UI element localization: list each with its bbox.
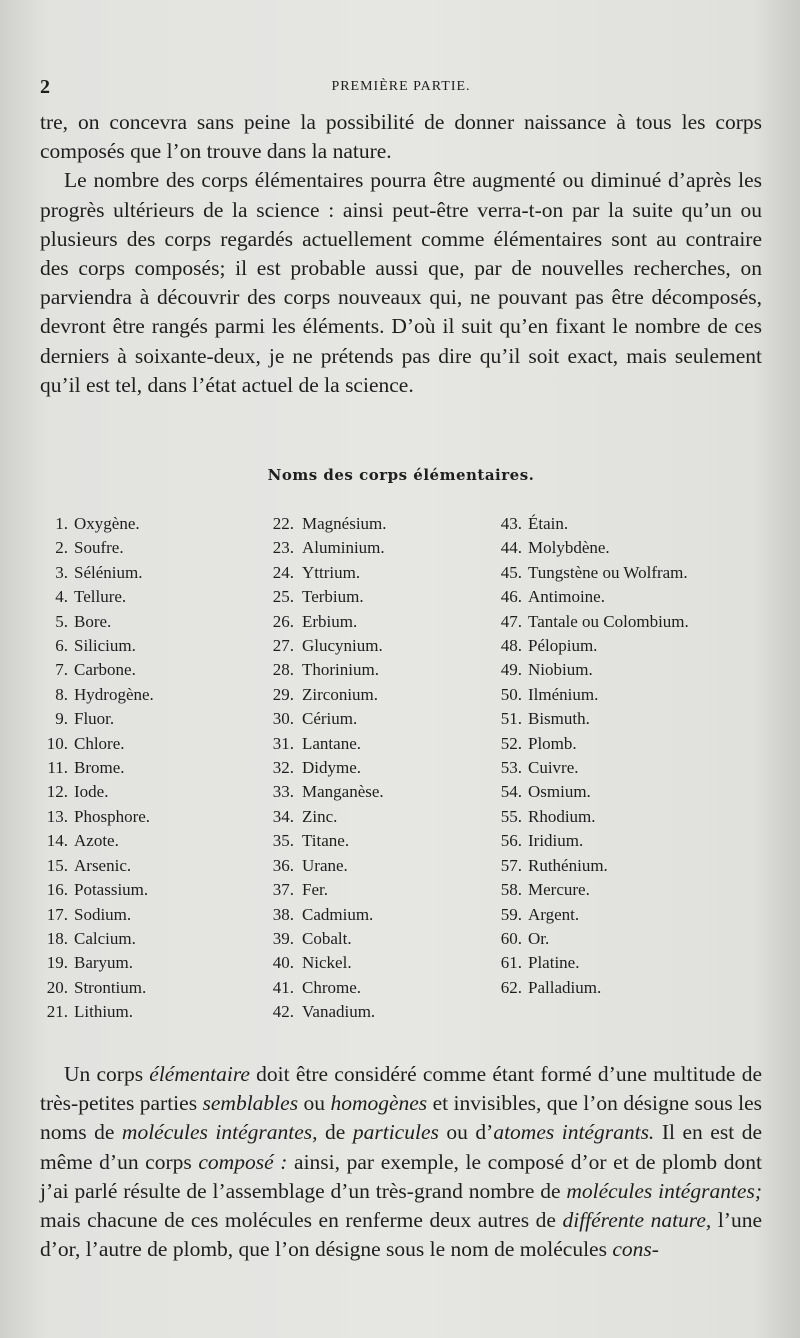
element-number: 30. xyxy=(272,709,294,729)
element-number: 11. xyxy=(47,758,68,778)
element-name: Calcium. xyxy=(74,928,136,948)
element-number: 61. xyxy=(500,953,522,973)
italic-term: différente nature, xyxy=(562,1208,712,1233)
element-number: 59. xyxy=(500,904,522,924)
element-entry xyxy=(266,536,387,560)
element-number: 41. xyxy=(272,977,294,997)
element-name: Brome. xyxy=(74,758,125,778)
element-entry xyxy=(44,829,154,853)
text-run: mais chacune de ces molécules en renferme deux autres de xyxy=(40,1208,563,1233)
element-entry xyxy=(266,658,387,682)
element-entry xyxy=(266,634,387,658)
element-name: Molybdène. xyxy=(528,538,610,558)
element-entry xyxy=(44,927,154,951)
element-entry xyxy=(494,927,689,951)
element-number: 29. xyxy=(272,684,294,704)
elements-column-1 xyxy=(44,512,154,1025)
element-number: 38. xyxy=(272,904,294,924)
element-number: 12. xyxy=(46,782,68,802)
text-run: doit être considéré comme étant formé d’une multitude de très-petites parties xyxy=(40,1062,762,1116)
element-name: Strontium. xyxy=(74,977,147,997)
element-entry xyxy=(494,756,689,780)
element-number: 1. xyxy=(55,514,68,533)
element-entry xyxy=(494,805,689,829)
intro-paragraph-1: tre, on concevra sans peine la possibilité de donner naissance à tous les corps composés que l’on trouve dans la nature. xyxy=(40,110,762,164)
element-number: 21. xyxy=(46,1002,68,1022)
element-entry xyxy=(266,780,387,804)
element-name: Tantale ou Colombium. xyxy=(528,611,689,631)
element-name: Tellure. xyxy=(74,587,127,607)
element-number: 17. xyxy=(46,904,68,924)
element-name: Glucynium. xyxy=(302,636,383,656)
element-name: Silicium. xyxy=(74,636,136,656)
element-entry xyxy=(44,561,154,585)
element-entry xyxy=(44,658,154,682)
element-entry xyxy=(44,805,154,829)
element-entry xyxy=(494,854,689,878)
table-title: Noms des corps élémentaires. xyxy=(267,466,535,484)
italic-term: atomes intégrants. xyxy=(493,1120,655,1145)
element-entry xyxy=(44,780,154,804)
element-name: Thorinium. xyxy=(302,660,379,680)
element-name: Phosphore. xyxy=(74,806,151,826)
element-entry xyxy=(494,683,689,707)
element-entry xyxy=(266,561,387,585)
element-name: Étain. xyxy=(528,514,569,533)
element-name: Zirconium. xyxy=(302,684,379,704)
element-entry xyxy=(494,561,689,585)
element-number: 28. xyxy=(272,660,294,680)
element-number: 24. xyxy=(272,562,294,582)
italic-term: molécules intégrantes, xyxy=(121,1120,318,1145)
element-name: Oxygène. xyxy=(74,514,140,533)
italic-term: semblables xyxy=(202,1091,299,1116)
element-entry xyxy=(266,805,387,829)
element-number: 4. xyxy=(55,587,68,607)
element-name: Mercure. xyxy=(528,880,590,900)
element-name: Rhodium. xyxy=(528,806,596,826)
element-entry xyxy=(494,707,689,731)
text-run: ou xyxy=(298,1091,331,1116)
page-header xyxy=(40,76,762,102)
element-entry xyxy=(44,536,154,560)
element-entry xyxy=(494,512,689,536)
element-name: Aluminium. xyxy=(302,538,385,558)
element-number: 32. xyxy=(272,758,294,778)
element-entry xyxy=(266,927,387,951)
element-name: Magnésium. xyxy=(302,514,387,533)
element-entry xyxy=(44,976,154,1000)
element-entry xyxy=(44,707,154,731)
element-name: Yttrium. xyxy=(302,562,361,582)
elements-column-2 xyxy=(266,512,387,1025)
element-number: 10. xyxy=(46,733,68,753)
element-name: Titane. xyxy=(302,831,350,851)
element-number: 33. xyxy=(272,782,294,802)
element-number: 8. xyxy=(55,684,68,704)
element-name: Sélénium. xyxy=(74,562,143,582)
element-name: Chrome. xyxy=(302,977,362,997)
italic-term: cons- xyxy=(612,1237,659,1262)
element-number: 39. xyxy=(272,928,294,948)
element-name: Platine. xyxy=(528,953,580,973)
element-entry xyxy=(44,512,154,536)
text-run: ou d’ xyxy=(438,1120,494,1145)
element-number: 36. xyxy=(272,855,294,875)
element-number: 18. xyxy=(46,928,68,948)
element-number: 37. xyxy=(272,880,294,900)
element-entry xyxy=(266,707,387,731)
element-name: Baryum. xyxy=(74,953,134,973)
element-name: Chlore. xyxy=(74,733,125,753)
element-number: 6. xyxy=(55,636,68,656)
element-entry xyxy=(494,878,689,902)
element-entry xyxy=(266,903,387,927)
element-entry xyxy=(494,951,689,975)
element-name: Fer. xyxy=(302,880,328,900)
element-name: Cobalt. xyxy=(302,928,352,948)
element-number: 26. xyxy=(272,611,294,631)
element-number: 15. xyxy=(46,855,68,875)
element-entry xyxy=(494,658,689,682)
element-number: 55. xyxy=(500,806,522,826)
text-run: ainsi, par exemple, le composé d’or et de plomb dont j’ai parlé résulte de l’assemblage d’un très-grand nombre de xyxy=(40,1149,763,1203)
element-number: 16. xyxy=(46,880,68,900)
element-entry xyxy=(494,585,689,609)
element-entry xyxy=(266,1000,387,1024)
italic-term: composé : xyxy=(198,1149,288,1174)
element-number: 58. xyxy=(500,880,522,900)
element-name: Pélopium. xyxy=(528,636,598,656)
element-number: 45. xyxy=(500,562,522,582)
element-number: 31. xyxy=(272,733,294,753)
element-entry xyxy=(266,854,387,878)
element-number: 9. xyxy=(55,709,68,729)
element-entry xyxy=(494,634,689,658)
element-entry xyxy=(44,610,154,634)
element-name: Fluor. xyxy=(74,709,115,729)
element-name: Hydrogène. xyxy=(74,684,154,704)
element-entry xyxy=(44,1000,154,1024)
element-entry xyxy=(266,756,387,780)
element-entry xyxy=(266,829,387,853)
element-name: Arsenic. xyxy=(74,855,132,875)
element-number: 52. xyxy=(500,733,522,753)
italic-term: particules xyxy=(352,1120,439,1145)
running-title: PREMIÈRE PARTIE. xyxy=(331,79,471,94)
element-entry xyxy=(494,976,689,1000)
element-number: 35. xyxy=(272,831,294,851)
element-name: Didyme. xyxy=(302,758,362,778)
element-name: Manganèse. xyxy=(302,782,384,802)
element-name: Niobium. xyxy=(528,660,593,680)
element-number: 60. xyxy=(500,928,522,948)
element-name: Cérium. xyxy=(302,709,358,729)
element-number: 44. xyxy=(500,538,522,558)
outro-text xyxy=(40,1060,762,1264)
outro-paragraph xyxy=(40,1060,762,1264)
element-name: Lantane. xyxy=(302,733,361,753)
element-entry xyxy=(44,683,154,707)
element-number: 3. xyxy=(55,562,68,582)
element-name: Palladium. xyxy=(528,977,602,997)
intro-text xyxy=(40,108,762,400)
element-number: 7. xyxy=(55,660,68,680)
element-number: 56. xyxy=(500,831,522,851)
element-number: 46. xyxy=(500,587,522,607)
element-name: Ilménium. xyxy=(528,684,599,704)
element-number: 23. xyxy=(272,538,294,558)
text-run: Il en est de même d’un corps xyxy=(40,1120,762,1174)
element-number: 50. xyxy=(500,684,522,704)
element-name: Cuivre. xyxy=(528,758,579,778)
text-run: de xyxy=(317,1120,353,1145)
element-name: Bismuth. xyxy=(528,709,590,729)
element-number: 20. xyxy=(46,977,68,997)
element-entry xyxy=(494,732,689,756)
italic-term: molécules intégrantes; xyxy=(566,1178,762,1203)
element-name: Osmium. xyxy=(528,782,591,802)
element-entry xyxy=(266,976,387,1000)
element-name: Terbium. xyxy=(302,587,364,607)
element-number: 51. xyxy=(500,709,522,729)
element-entry xyxy=(44,585,154,609)
element-entry xyxy=(494,903,689,927)
element-entry xyxy=(494,536,689,560)
element-number: 25. xyxy=(272,587,294,607)
element-name: Or. xyxy=(528,928,550,948)
element-entry xyxy=(44,854,154,878)
element-number: 47. xyxy=(500,611,522,631)
text-run: Un corps xyxy=(64,1062,150,1086)
element-name: Zinc. xyxy=(302,806,338,826)
element-number: 2. xyxy=(55,538,68,558)
element-entry xyxy=(44,878,154,902)
element-number: 40. xyxy=(272,953,294,973)
element-entry xyxy=(266,878,387,902)
element-name: Nickel. xyxy=(302,953,352,973)
element-number: 27. xyxy=(272,636,294,656)
element-name: Iode. xyxy=(74,782,109,802)
element-entry xyxy=(44,634,154,658)
element-name: Cadmium. xyxy=(302,904,374,924)
element-entry xyxy=(266,585,387,609)
element-entry xyxy=(44,756,154,780)
element-entry xyxy=(44,951,154,975)
element-number: 19. xyxy=(46,953,68,973)
element-entry xyxy=(266,512,387,536)
element-name: Sodium. xyxy=(74,904,132,924)
elements-column-3 xyxy=(494,512,689,1000)
element-name: Iridium. xyxy=(528,831,584,851)
element-number: 42. xyxy=(272,1002,294,1022)
element-name: Lithium. xyxy=(74,1002,134,1022)
element-name: Urane. xyxy=(302,855,348,875)
element-number: 54. xyxy=(500,782,522,802)
element-name: Plomb. xyxy=(528,733,577,753)
italic-term: élémentaire xyxy=(149,1062,250,1086)
text-run: et invisibles, que l’on désigne sous les noms de xyxy=(40,1091,763,1145)
element-number: 14. xyxy=(46,831,68,851)
element-name: Erbium. xyxy=(302,611,358,631)
element-number: 13. xyxy=(46,806,68,826)
element-number: 22. xyxy=(272,514,294,533)
element-entry xyxy=(494,829,689,853)
element-name: Soufre. xyxy=(74,538,124,558)
element-entry xyxy=(494,610,689,634)
element-name: Argent. xyxy=(528,904,580,924)
element-name: Ruthénium. xyxy=(528,855,608,875)
page-number: 2 xyxy=(40,76,50,98)
italic-term: homogènes xyxy=(330,1091,428,1116)
element-name: Carbone. xyxy=(74,660,136,680)
element-entry xyxy=(266,732,387,756)
element-number: 57. xyxy=(500,855,522,875)
element-number: 34. xyxy=(272,806,294,826)
element-name: Potassium. xyxy=(74,880,149,900)
element-entry xyxy=(266,683,387,707)
element-number: 53. xyxy=(500,758,522,778)
element-entry xyxy=(494,780,689,804)
element-number: 5. xyxy=(55,611,68,631)
element-entry xyxy=(266,951,387,975)
element-entry xyxy=(266,610,387,634)
element-number: 43. xyxy=(500,514,522,533)
element-name: Bore. xyxy=(74,611,112,631)
element-name: Vanadium. xyxy=(302,1002,376,1022)
text-run: l’une d’or, l’autre de plomb, que l’on désigne sous le nom de molécules xyxy=(40,1208,762,1262)
element-name: Antimoine. xyxy=(528,587,605,607)
element-entry xyxy=(44,903,154,927)
element-number: 62. xyxy=(500,977,522,997)
element-name: Tungstène ou Wolfram. xyxy=(528,562,688,582)
element-number: 48. xyxy=(500,636,522,656)
intro-paragraph-2: Le nombre des corps élémentaires pourra être augmenté ou diminué d’après les progrès ultérieurs de la science : ainsi peut-être verra-t-on par la suite qu’un ou plusieurs des corps regardés actuellement comme élémentaires sont au contraire des corps composés; il est probable aussi que, par de nouvelles recherches, on parviendra à découvrir des corps nouveaux qui, ne pouvant pas être décomposés, devront être rangés parmi les éléments. D’où il suit qu’en fixant le nombre de ces derniers à soixante-deux, je ne prétends pas dire qu’il soit exact, mais seulement qu’il est tel, dans l’état actuel de la science. xyxy=(40,168,762,397)
element-name: Azote. xyxy=(74,831,119,851)
element-number: 49. xyxy=(500,660,522,680)
element-entry xyxy=(44,732,154,756)
